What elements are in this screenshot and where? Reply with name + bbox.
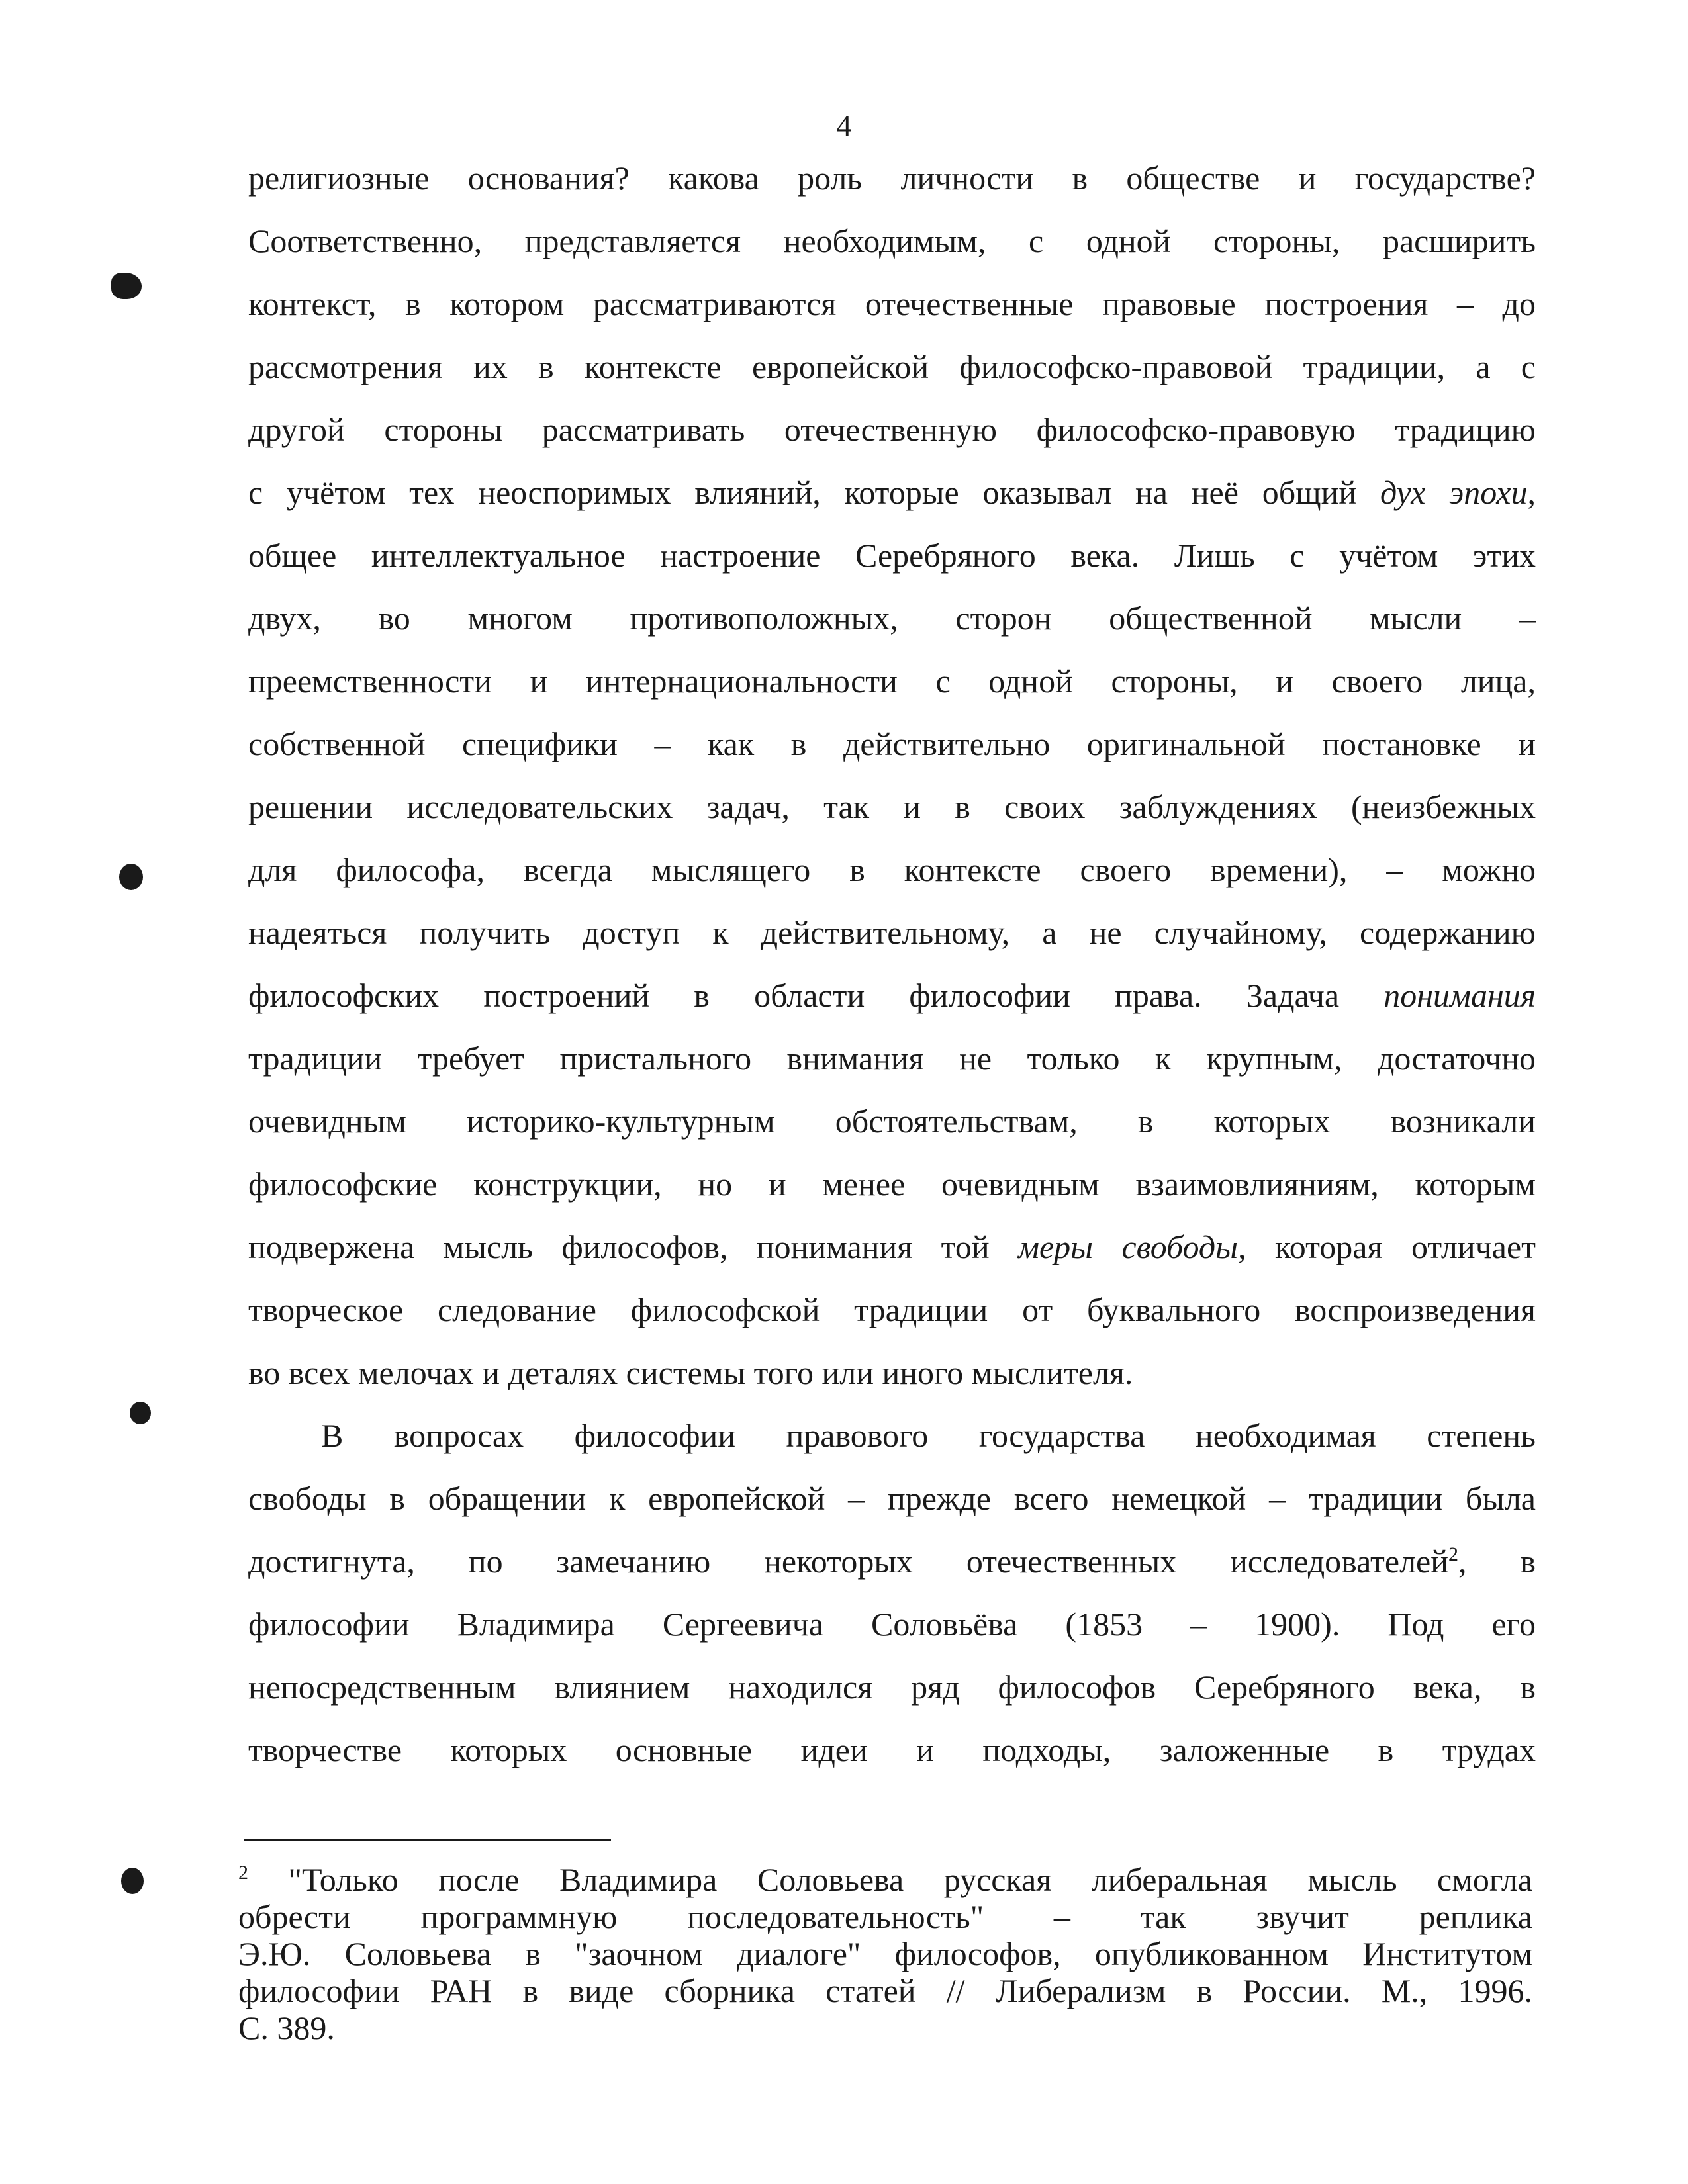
text-line: философии Владимира Сергеевича Соловьёва (1853 – 1900). Под его: [248, 1606, 1536, 1643]
scan-blot: [130, 1402, 151, 1424]
footnote: [238, 1861, 1532, 2046]
text-line: общее интеллектуальное настроение Серебряного века. Лишь с учётом этих: [248, 537, 1536, 574]
text-line: Соответственно, представляется необходимым, с одной стороны, расширить: [248, 222, 1536, 259]
text-line: контекст, в котором рассматриваются отечественные правовые построения – до: [248, 285, 1536, 322]
footnote-line: философии РАН в виде сборника статей // Либерализм в России. М., 1996.: [238, 1972, 1532, 2009]
scan-blot: [111, 273, 142, 299]
text-line: рассмотрения их в контексте европейской философско-правовой традиции, а с: [248, 348, 1536, 385]
text-line: В вопросах философии правового государства необходимая степень: [321, 1417, 1536, 1454]
text-line: собственной специфики – как в действительно оригинальной постановке и: [248, 725, 1536, 762]
italic-phrase: понимания: [1383, 977, 1536, 1014]
text-line: двух, во многом противоположных, сторон общественной мысли –: [248, 600, 1536, 637]
footnote-marker: 2: [238, 1862, 248, 1884]
body-text: [248, 147, 1536, 1782]
scan-blot: [119, 864, 143, 890]
text-line: творческое следование философской традиции от буквального воспроизведения: [248, 1291, 1536, 1328]
text-line: во всех мелочах и деталях системы того или иного мыслителя.: [248, 1354, 1133, 1391]
footnote-divider: [244, 1839, 611, 1841]
footnote-reference[interactable]: 2: [1448, 1543, 1458, 1565]
text-line: преемственности и интернациональности с одной стороны, и своего лица,: [248, 662, 1536, 700]
text-line: творчестве которых основные идеи и подходы, заложенные в трудах: [248, 1731, 1536, 1768]
text-line: для философа, всегда мыслящего в контексте своего времени), – можно: [248, 851, 1536, 888]
text-line: другой стороны рассматривать отечественную философско-правовую традицию: [248, 411, 1536, 448]
text-line: надеяться получить доступ к действительному, а не случайному, содержанию: [248, 914, 1536, 951]
footnote-line: $^2$ "Только после Владимира Соловьева русская либеральная мысль смогла: [238, 1861, 1533, 1898]
paragraph-2: [248, 1404, 1536, 1782]
text-line: решении исследовательских задач, так и в своих заблуждениях (неизбежных: [248, 788, 1536, 825]
text-line: свободы в обращении к европейской – прежде всего немецкой – традиции была: [248, 1480, 1536, 1517]
text-line: традиции требует пристального внимания не только к крупным, достаточно: [248, 1040, 1536, 1077]
italic-phrase: меры свободы: [1018, 1228, 1239, 1265]
text-line: непосредственным влиянием находился ряд философов Серебряного века, в: [248, 1668, 1536, 1706]
footnote-line: С. 389.: [238, 2009, 335, 2046]
text-line: очевидным историко-культурным обстоятельствам, в которых возникали: [248, 1103, 1536, 1140]
footnote-line: обрести программную последовательность" – так звучит реплика: [238, 1898, 1532, 1935]
text-line: с учётом тех неоспоримых влияний, которые оказывал на неё общий дух эпохи,: [248, 474, 1536, 511]
scan-blot: [121, 1868, 144, 1894]
text-line: философских построений в области философии права. Задача понимания: [248, 977, 1536, 1014]
italic-phrase: дух эпохи: [1380, 474, 1528, 511]
paragraph-1: [248, 147, 1536, 1404]
text-line: достигнута, по замечанию некоторых отечественных исследователей$^2$, в: [248, 1543, 1536, 1580]
text-line: философские конструкции, но и менее очевидным взаимовлияниям, которым: [248, 1165, 1536, 1203]
text-line: религиозные основания? какова роль личности в обществе и государстве?: [248, 159, 1536, 197]
text-line: подвержена мысль философов, понимания той меры свободы, которая отличает: [248, 1228, 1536, 1265]
page-number: 4: [836, 109, 852, 142]
footnote-line: Э.Ю. Соловьева в "заочном диалоге" философов, опубликованном Институтом: [238, 1935, 1532, 1972]
